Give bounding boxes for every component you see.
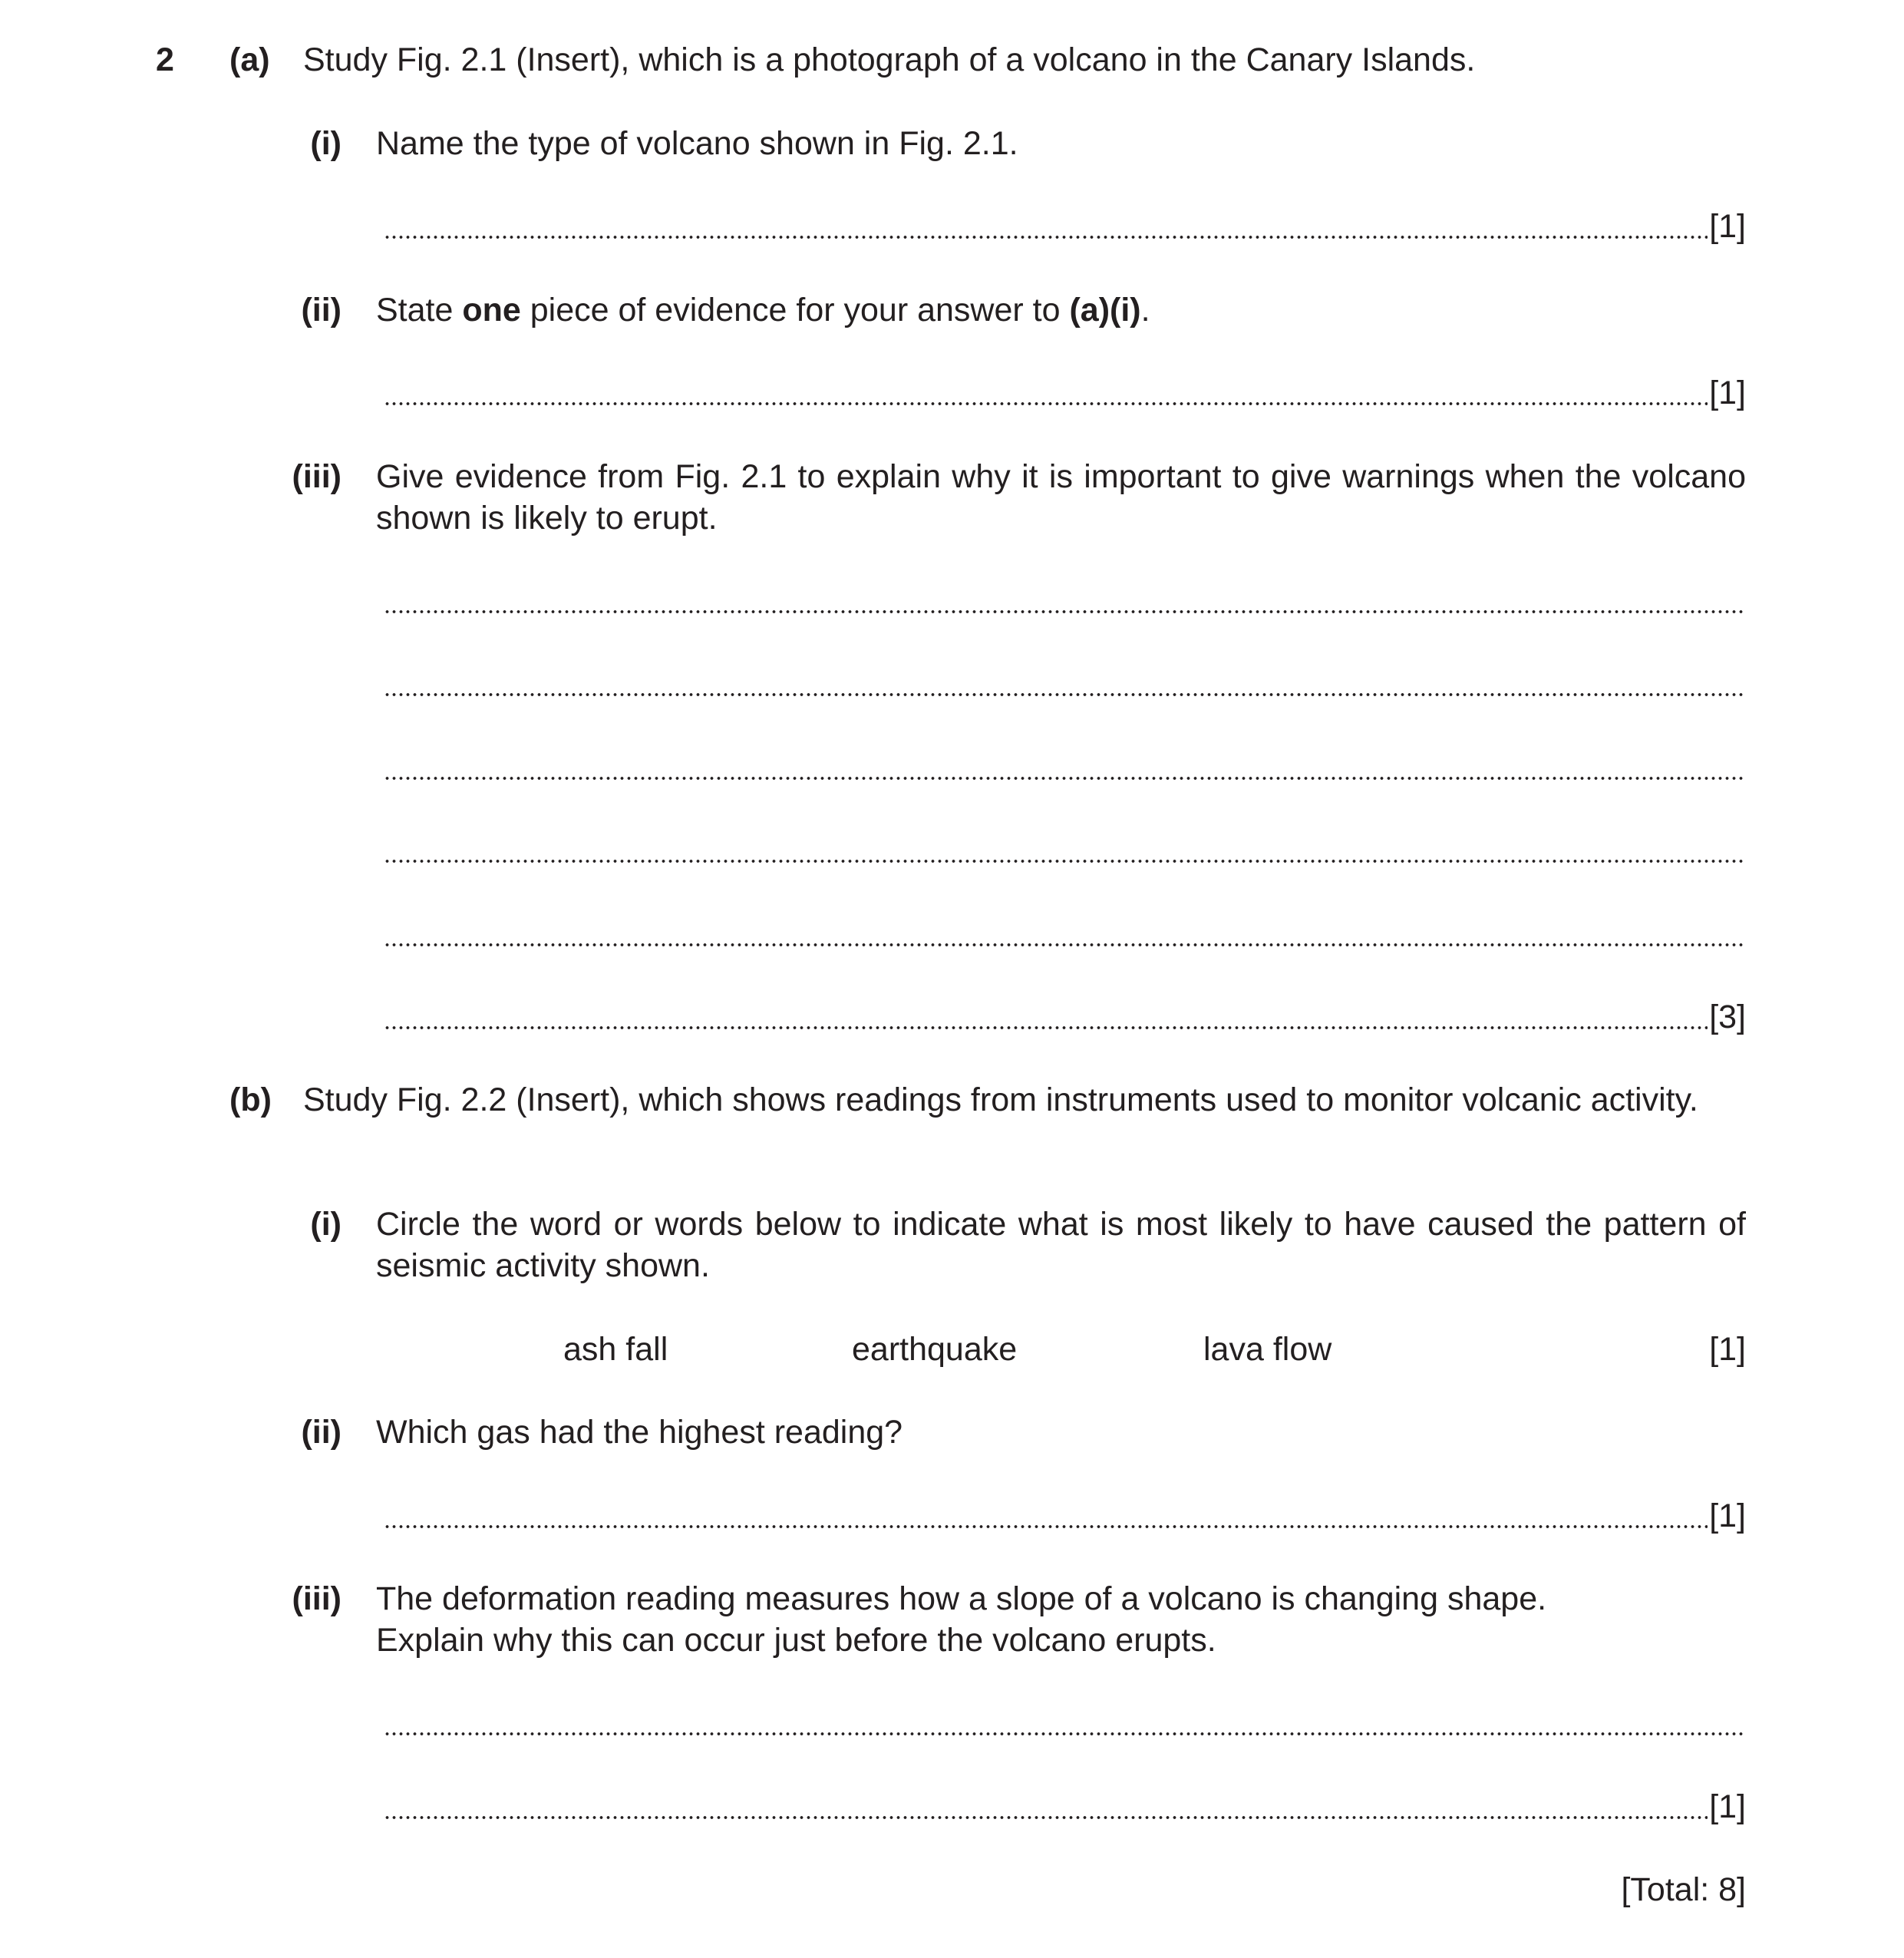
dotted-line (384, 1732, 1746, 1736)
dotted-line (384, 943, 1746, 947)
part-b-ii-text: Which gas had the highest reading? (376, 1414, 903, 1451)
question-number: 2 (156, 41, 174, 78)
part-b-label: (b) (229, 1081, 272, 1118)
mark-allocation: [1] (1709, 1788, 1746, 1825)
dotted-line (384, 609, 1746, 614)
option-earthquake[interactable]: earthquake (852, 1331, 1018, 1368)
answer-line-a-i[interactable] (384, 206, 1746, 247)
mark-allocation: [1] (1709, 1331, 1746, 1368)
mark-allocation: [3] (1709, 999, 1746, 1035)
part-a-label: (a) (229, 41, 270, 78)
part-b-iii-text: The deformation reading measures how a slope of a volcano is changing shape. Explain why this can occur just before the volcano erupts. (376, 1580, 1547, 1659)
part-a-i-label: (i) (310, 125, 342, 162)
answer-line-a-iii-4[interactable] (384, 830, 1746, 871)
part-a-ii-text: State one piece of evidence for your answer to (a)(i). (376, 292, 1150, 329)
part-b-text: Study Fig. 2.2 (Insert), which shows readings from instruments used to monitor volcanic activity. (303, 1081, 1698, 1118)
total-marks: [Total: 8] (1621, 1871, 1746, 1908)
dotted-line (384, 1524, 1708, 1529)
mark-allocation: [1] (1709, 208, 1746, 245)
answer-line-b-iii-1[interactable] (384, 1702, 1746, 1744)
answer-line-a-iii-5[interactable] (384, 913, 1746, 955)
answer-line-a-ii[interactable] (384, 372, 1746, 414)
part-a-iii-text: Give evidence from Fig. 2.1 to explain why it is important to give warnings when the volcano shown is likely to erupt. (376, 458, 1746, 537)
answer-line-b-iii-2[interactable] (384, 1786, 1746, 1828)
dotted-line (384, 859, 1746, 863)
part-a-ii-label: (ii) (301, 292, 342, 329)
part-a-iii-label: (iii) (292, 458, 342, 495)
answer-line-b-ii[interactable] (384, 1495, 1746, 1537)
answer-line-a-iii-6[interactable] (384, 996, 1746, 1038)
mark-allocation: [1] (1709, 375, 1746, 411)
dotted-line (384, 1815, 1708, 1820)
part-b-i-text: Circle the word or words below to indicate what is most likely to have caused the pattern of seismic activity shown. (376, 1206, 1746, 1284)
dotted-line (384, 401, 1708, 406)
dotted-line (384, 692, 1746, 697)
option-ash-fall[interactable]: ash fall (563, 1331, 668, 1368)
dotted-line (384, 776, 1746, 781)
part-a-i-text: Name the type of volcano shown in Fig. 2.1. (376, 125, 1018, 162)
answer-line-a-iii-3[interactable] (384, 747, 1746, 788)
part-b-ii-label: (ii) (301, 1414, 342, 1451)
dotted-line (384, 1025, 1708, 1030)
part-a-text: Study Fig. 2.1 (Insert), which is a photograph of a volcano in the Canary Islands. (303, 41, 1476, 78)
part-b-iii-label: (iii) (292, 1580, 342, 1617)
part-b-i-label: (i) (310, 1206, 342, 1243)
option-lava-flow[interactable]: lava flow (1203, 1331, 1332, 1368)
dotted-line (384, 235, 1708, 239)
mark-allocation: [1] (1709, 1497, 1746, 1534)
answer-line-a-iii-2[interactable] (384, 663, 1746, 705)
answer-line-a-iii-1[interactable] (384, 580, 1746, 622)
